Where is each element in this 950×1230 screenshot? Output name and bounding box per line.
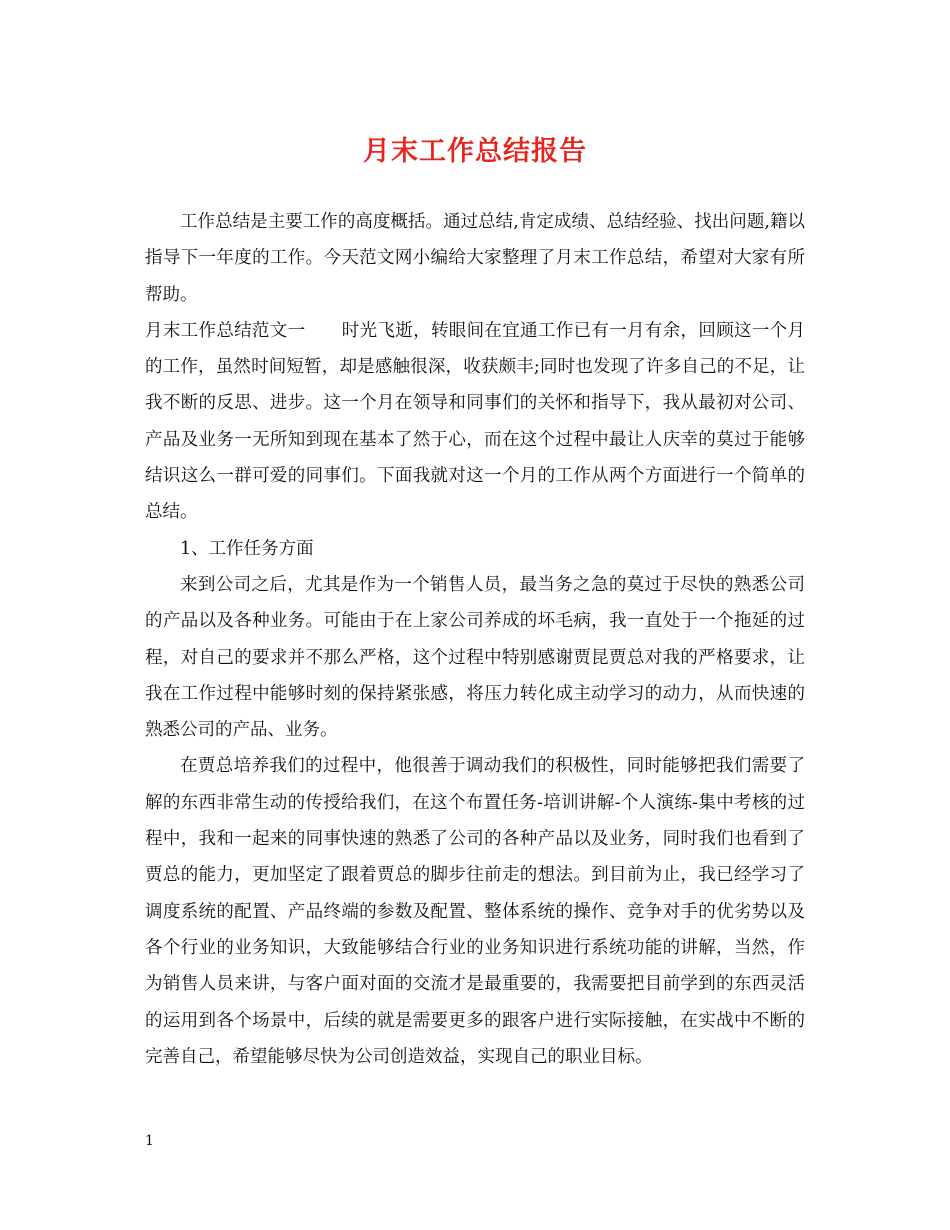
document-body — [145, 204, 805, 1075]
work-paragraph-1: 来到公司之后，尤其是作为一个销售人员，最当务之急的莫过于尽快的熟悉公司的产品以及各种业务。可能由于在上家公司养成的坏毛病，我一直处于一个拖延的过程，对自己的要求并不那么严格，这个过程中特别感谢贾昆贾总对我的严格要求，让我在工作过程中能够时刻的保持紧张感，将压力转化成主动学习的动力，从而快速的熟悉公司的产品、业务。 — [145, 574, 805, 741]
section-text: 时光飞逝，转眼间在宜通工作已有一月有余，回顾这一个月的工作，虽然时间短暂，却是感触很深，收获颇丰;同时也发现了许多自己的不足，让我不断的反思、进步。这一个月在领导和同事们的关怀和指导下，我从最初对公司、产品及业务一无所知到现在基本了然于心，而在这个过程中最让人庆幸的莫过于能够结识这么一群可爱的同事们。下面我就对这一个月的工作从两个方面进行一个简单的总结。 — [145, 320, 806, 523]
section-paragraph — [145, 313, 805, 531]
section-heading: 月末工作总结范文一 — [145, 320, 306, 341]
page-title: 月末工作总结报告 — [363, 136, 587, 167]
intro-paragraph: 工作总结是主要工作的高度概括。通过总结,肯定成绩、总结经验、找出问题,籍以指导下一年度的工作。今天范文网小编给大家整理了月末工作总结，希望对大家有所帮助。 — [145, 212, 805, 305]
page-number: 1 — [145, 1133, 154, 1149]
item-heading: 1、工作任务方面 — [180, 538, 314, 559]
work-paragraph-2: 在贾总培养我们的过程中，他很善于调动我们的积极性，同时能够把我们需要了解的东西非常生动的传授给我们，在这个布置任务-培训讲解-个人演练-集中考核的过程中，我和一起来的同事快速的熟悉了公司的各种产品以及业务，同时我们也看到了贾总的能力，更加坚定了跟着贾总的脚步往前走的想法。到目前为止，我已经学习了调度系统的配置、产品终端的参数及配置、整体系统的操作、竞争对手的优劣势以及各个行业的业务知识，大致能够结合行业的业务知识进行系统功能的讲解，当然，作为销售人员来讲，与客户面对面的交流才是最重要的，我需要把目前学到的东西灵活的运用到各个场景中，后续的就是需要更多的跟客户进行实际接触，在实战中不断的完善自己，希望能够尽快为公司创造效益，实现自己的职业目标。 — [145, 756, 805, 1067]
